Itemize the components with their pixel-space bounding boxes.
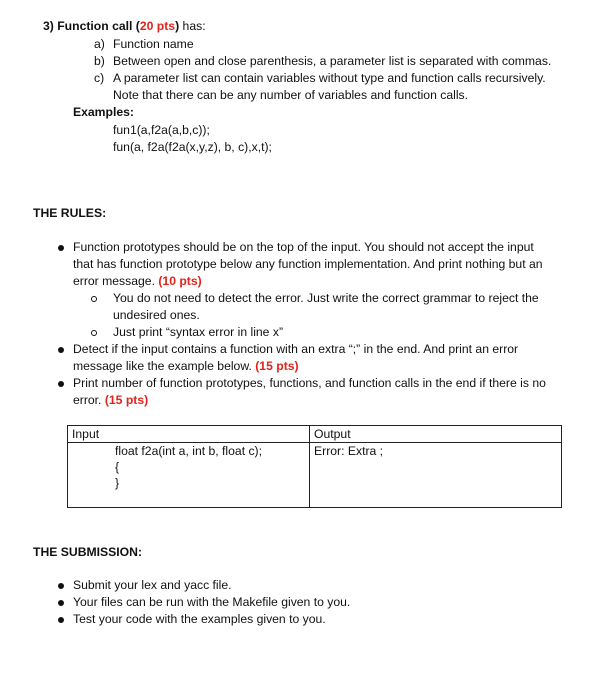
example-2: fun(a, f2a(f2a(x,y,z), b, c),x,t);: [113, 140, 272, 154]
item-b-label: b): [94, 54, 105, 68]
rule-1-line-2: that has function prototype below any function implementation. And print nothing but an: [73, 257, 543, 271]
example-1: fun1(a,f2a(a,b,c));: [113, 123, 210, 137]
question-number: 3): [43, 19, 54, 33]
item-c-note: Note that there can be any number of variables and function calls.: [113, 88, 469, 102]
rule-2-text-end: message like the example below.: [73, 359, 252, 373]
rule-1-sub-1-line-2: undesired ones.: [113, 308, 200, 322]
question-has: has:: [182, 19, 206, 33]
bullet-icon: [58, 245, 64, 251]
question-title: Function call: [57, 19, 133, 33]
item-c-label: c): [94, 71, 105, 85]
input-cell: [68, 443, 310, 508]
rule-1-text-end: error message.: [73, 274, 155, 288]
circle-bullet-icon: [91, 330, 97, 336]
pts-close: ): [175, 19, 180, 33]
submission-item-1: Submit your lex and yacc file.: [73, 578, 232, 592]
item-a-text: Function name: [113, 37, 194, 51]
rule-3-line-2: [73, 392, 148, 409]
item-c: [94, 70, 546, 87]
rule-3-text-end: error.: [73, 393, 102, 407]
submission-item-2: Your files can be run with the Makefile given to you.: [73, 595, 351, 609]
question-3-heading: [43, 18, 206, 35]
input-header: Input: [68, 426, 310, 443]
table-row: [68, 443, 562, 508]
pts-open: (: [135, 19, 140, 33]
rule-2-line-1: Detect if the input contains a function with an extra “;” in the end. And print an error: [73, 342, 519, 356]
input-line-1: float f2a(int a, int b, float c);: [115, 444, 262, 458]
submission-heading: THE SUBMISSION:: [33, 545, 143, 559]
item-a-label: a): [94, 37, 105, 51]
submission-item-3: Test your code with the examples given to you.: [73, 612, 326, 626]
rule-1-line-3: [73, 273, 202, 290]
rule-1-points: (10 pts): [158, 274, 202, 288]
output-header: Output: [310, 426, 562, 443]
rule-3-points: (15 pts): [104, 393, 149, 407]
rule-1-sub-1-line-1: You do not need to detect the error. Just write the correct grammar to reject the: [113, 291, 539, 305]
bullet-icon: [58, 583, 64, 589]
output-cell: Error: Extra ;: [310, 443, 562, 508]
bullet-icon: [58, 617, 64, 623]
rule-2-line-2: [73, 358, 299, 375]
io-example-table: [67, 425, 562, 508]
item-b-text: Between open and close parenthesis, a parameter list is separated with commas.: [113, 54, 552, 68]
question-points: 20 pts: [139, 19, 176, 33]
table-header-row: [68, 426, 562, 443]
bullet-icon: [58, 600, 64, 606]
bullet-icon: [58, 381, 64, 387]
circle-bullet-icon: [91, 296, 97, 302]
examples-label: Examples:: [73, 105, 134, 119]
input-line-2: {: [115, 460, 120, 474]
rule-3-line-1: Print number of function prototypes, functions, and function calls in the end if there is no: [73, 376, 546, 390]
item-c-text: A parameter list can contain variables without type and function calls recursively.: [113, 71, 546, 85]
rule-2-points: (15 pts): [255, 359, 299, 373]
item-a: [94, 36, 194, 53]
rules-heading: THE RULES:: [33, 206, 107, 220]
rule-1-sub-2: Just print “syntax error in line x”: [113, 325, 284, 339]
item-b: [94, 53, 551, 70]
bullet-icon: [58, 347, 64, 353]
input-line-3: }: [115, 476, 120, 490]
rule-1-line-1: Function prototypes should be on the top of the input. You should not accept the input: [73, 240, 534, 254]
